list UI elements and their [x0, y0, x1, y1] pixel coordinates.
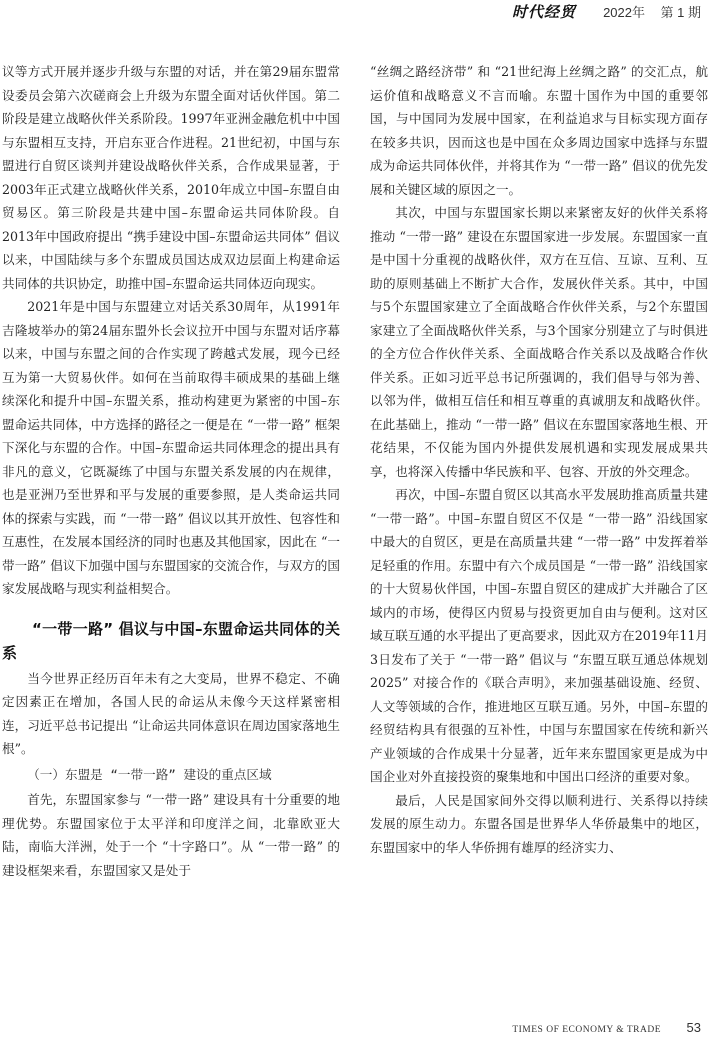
- page-footer: [512, 1020, 701, 1038]
- section-title: “一带一路” 倡议与中国–东盟命运共同体的关系: [2, 619, 340, 662]
- paragraph: 首先，东盟国家参与 “一带一路” 建设具有十分重要的地理优势。东盟国家位于太平洋和印度洋之间，北靠欧亚大陆，南临大洋洲，处于一个 “十字路口”。从 “一带一路” 的建设框架来看，东盟国家又是处于: [2, 792, 340, 878]
- paragraph: 2021年是中国与东盟建立对话关系30周年，从1991年吉隆坡举办的第24届东盟外长会议拉开中国与东盟对话序幕以来，中国与东盟之间的合作实现了跨越式发展，现今已经互为第一大贸易伙伴。如何在当前取得丰硕成果的基础上继续深化和提升中国–东盟关系，推动构建更为紧密的中国–东盟命运共同体，中方选择的路径之一便是在 “一带一路” 框架下深化与东盟的合作。中国–东盟命运共同体理念的提出具有非凡的意义，它既凝练了中国与东盟关系发展的内在规律，也是亚洲乃至世界和平与发展的重要参照，是人类命运共同体的探索与实践，而 “一带一路” 倡议以其开放性、包容性和互惠性，在发展本国经济的同时也惠及其他国家，因此在 “一带一路” 倡议下加强中国与东盟国家的交流合作，与双方的国家发展战略与现实利益相契合。: [2, 299, 340, 596]
- paragraph: “丝绸之路经济带” 和 “21世纪海上丝绸之路” 的交汇点，航运价值和战略意义不言而喻。东盟十国作为中国的重要邻国，与中国同为发展中国家，在利益追求与目标实现方面存在较多共识，因而这也是中国在众多周边国家中选择与东盟成为命运共同体伙伴，并将其作为 “一带一路” 倡议的优先发展和关键区域的原因之一。: [370, 64, 708, 197]
- paragraph: 再次，中国–东盟自贸区以其高水平发展助推高质量共建 “一带一路”。中国–东盟自贸区不仅是 “一带一路” 沿线国家中最大的自贸区，更是在高质量共建 “一带一路” 中发挥着举足轻重的作用。东盟中有六个成员国是 “一带一路” 沿线国家的十大贸易伙伴国，中国–东盟自贸区的建成扩大并融合了区域内的市场，使得区内贸易与投资更加自由与便利。这对区域互联互通的水平提出了更高要求，因此双方在2019年11月3日发布了关于 “一带一路” 倡议与 “东盟互联互通总体规划2025” 对接合作的《联合声明》，来加强基础设施、经贸、人文等领域的合作，推进地区互联互通。另外，中国–东盟的经贸结构具有很强的互补性，中国与东盟国家在传统和新兴产业领域的合作成果十分显著，近年来东盟国家更是成为中国企业对外直接投资的聚集地和中国出口经济的重要对象。: [370, 487, 708, 784]
- subsection-heading: （一）东盟是 “一带一路” 建设的重点区域: [27, 766, 272, 782]
- page-header: [0, 0, 709, 22]
- journal-brand: 时代经贸: [511, 3, 576, 21]
- page-number: 53: [686, 1020, 701, 1035]
- paragraph: 最后，人民是国家间外交得以顺利进行、关系得以持续发展的原生动力。东盟各国是世界华人华侨最集中的地区，东盟国家中的华人华侨拥有雄厚的经济实力、: [370, 792, 708, 855]
- issue-year: 2022年: [603, 5, 645, 20]
- journal-name-english: TIMES OF ECONOMY & TRADE: [512, 1025, 662, 1035]
- issue-number: 第 1 期: [660, 5, 701, 20]
- right-column: [370, 60, 708, 859]
- paragraph: 其次，中国与东盟国家长期以来紧密友好的伙伴关系将推动 “一带一路” 建设在东盟国家进一步发展。东盟国家一直是中国十分重视的战略伙伴，双方在互信、互谅、互利、互助的原则基础上不断扩大合作，发展伙伴关系。其中，中国与5个东盟国家建立了全面战略合作伙伴关系，与2个东盟国家建立了全面战略伙伴关系，与3个国家分别建立了与时俱进的全方位合作伙伴关系、全面战略合作关系以及战略合作伙伴关系。正如习近平总书记所强调的，我们倡导与邻为善、以邻为伴，做相互信任和相互尊重的真诚朋友和战略伙伴。在此基础上，推动 “一带一路” 倡议在东盟国家落地生根、开花结果，不仅能为国内外提供发展机遇和实现发展成果共享，也将深入传播中华民族和平、包容、开放的外交理念。: [370, 205, 708, 479]
- paragraph: 议等方式开展并逐步升级与东盟的对话，并在第29届东盟常设委员会第六次磋商会上升级为东盟全面对话伙伴国。第二阶段是建立战略伙伴关系阶段。1997年亚洲金融危机中中国与东盟相互支持，开启东亚合作进程。21世纪初，中国与东盟进行自贸区谈判并建设战略伙伴关系，合作成果显著，于2003年正式建立战略伙伴关系，2010年成立中国–东盟自由贸易区。第三阶段是共建中国–东盟命运共同体阶段。自2013年中国政府提出 “携手建设中国–东盟命运共同体” 倡议以来，中国陆续与多个东盟成员国达成双边层面上构建命运共同体的共识协定，助推中国–东盟命运共同体迈向现实。: [2, 64, 340, 291]
- left-column: [2, 60, 340, 882]
- paragraph: 当今世界正经历百年未有之大变局，世界不稳定、不确定因素正在增加，各国人民的命运从未像今天这样紧密相连，习近平总书记提出 “让命运共同体意识在周边国家落地生根”。: [2, 670, 340, 756]
